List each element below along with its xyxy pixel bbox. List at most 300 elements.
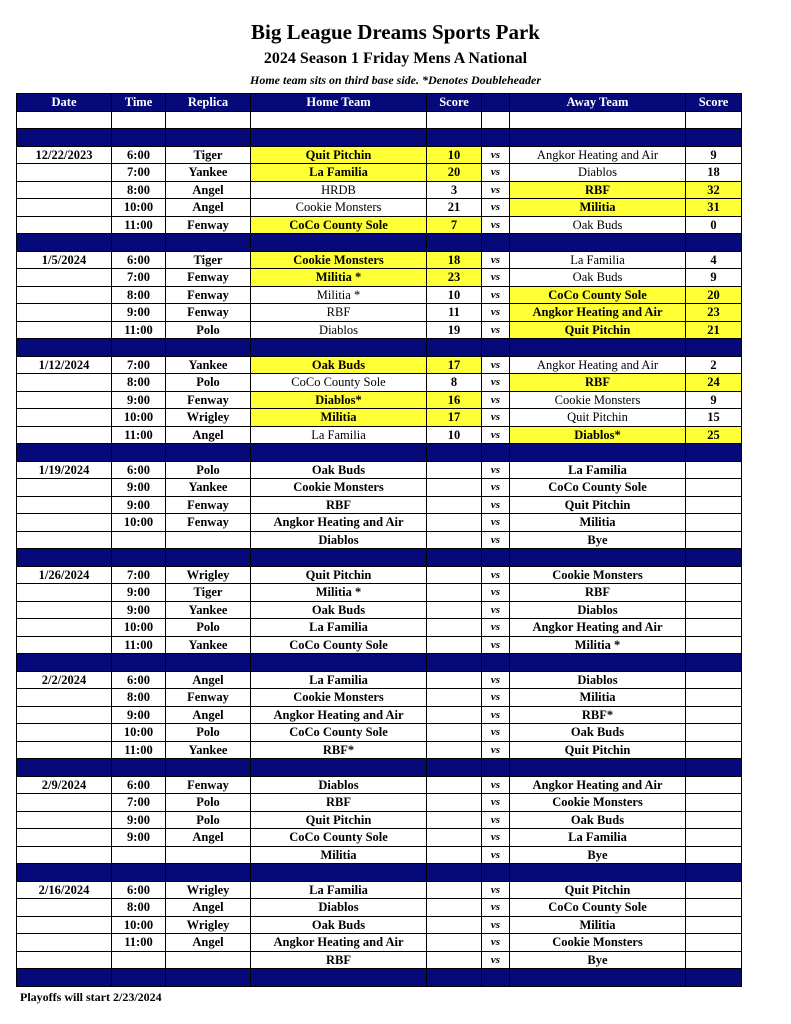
time-cell: 9:00 bbox=[112, 584, 166, 602]
date-cell bbox=[17, 619, 112, 637]
home-team-cell: RBF bbox=[251, 951, 427, 969]
time-cell: 9:00 bbox=[112, 706, 166, 724]
game-row bbox=[17, 899, 742, 917]
playoffs-footer: Playoffs will start 2/23/2024 bbox=[20, 990, 162, 1004]
date-cell bbox=[17, 321, 112, 339]
replica-cell: Fenway bbox=[166, 304, 251, 322]
away-score-cell: 32 bbox=[686, 181, 742, 199]
home-team-cell: Cookie Monsters bbox=[251, 689, 427, 707]
game-row bbox=[17, 584, 742, 602]
date-cell bbox=[17, 846, 112, 864]
away-team-cell: Bye bbox=[510, 531, 686, 549]
vs-cell: vs bbox=[482, 741, 510, 759]
page-subtitle: 2024 Season 1 Friday Mens A National bbox=[263, 50, 528, 67]
blank-cell bbox=[251, 111, 427, 129]
home-score-cell bbox=[427, 706, 482, 724]
away-score-cell bbox=[686, 741, 742, 759]
separator-cell bbox=[166, 444, 251, 462]
away-score-cell bbox=[686, 846, 742, 864]
blank-cell bbox=[427, 111, 482, 129]
separator-cell bbox=[686, 549, 742, 567]
separator-cell bbox=[510, 339, 686, 357]
home-team-cell: Angkor Heating and Air bbox=[251, 934, 427, 952]
away-score-cell bbox=[686, 601, 742, 619]
date-cell bbox=[17, 426, 112, 444]
away-team-cell: Diablos bbox=[510, 164, 686, 182]
separator-cell bbox=[427, 759, 482, 777]
home-team-cell: RBF bbox=[251, 304, 427, 322]
separator-cell bbox=[112, 444, 166, 462]
separator-cell bbox=[112, 864, 166, 882]
away-team-cell: Cookie Monsters bbox=[510, 794, 686, 812]
home-score-cell: 10 bbox=[427, 286, 482, 304]
blank-cell bbox=[482, 111, 510, 129]
away-team-cell: Oak Buds bbox=[510, 724, 686, 742]
page-title: Big League Dreams Sports Park bbox=[251, 20, 540, 44]
blank-cell bbox=[166, 111, 251, 129]
separator-cell bbox=[112, 759, 166, 777]
game-row bbox=[17, 794, 742, 812]
time-cell: 10:00 bbox=[112, 409, 166, 427]
vs-cell: vs bbox=[482, 216, 510, 234]
replica-cell: Fenway bbox=[166, 776, 251, 794]
home-team-cell: RBF bbox=[251, 496, 427, 514]
separator-cell bbox=[251, 969, 427, 987]
away-score-cell bbox=[686, 514, 742, 532]
home-team-cell: La Familia bbox=[251, 671, 427, 689]
vs-cell: vs bbox=[482, 426, 510, 444]
game-row bbox=[17, 164, 742, 182]
home-team-cell: Diablos* bbox=[251, 391, 427, 409]
away-team-cell: Angkor Heating and Air bbox=[510, 304, 686, 322]
away-team-cell: RBF* bbox=[510, 706, 686, 724]
separator-cell bbox=[112, 339, 166, 357]
home-score-cell: 19 bbox=[427, 321, 482, 339]
week-separator bbox=[17, 549, 742, 567]
game-row bbox=[17, 391, 742, 409]
away-team-cell: Militia bbox=[510, 916, 686, 934]
time-cell bbox=[112, 531, 166, 549]
home-team-cell: Quit Pitchin bbox=[251, 811, 427, 829]
separator-cell bbox=[251, 234, 427, 252]
col-header-date: Date bbox=[17, 94, 112, 112]
away-team-cell: Militia bbox=[510, 689, 686, 707]
blank-cell bbox=[17, 111, 112, 129]
separator-cell bbox=[112, 549, 166, 567]
away-team-cell: Bye bbox=[510, 951, 686, 969]
time-cell: 7:00 bbox=[112, 566, 166, 584]
vs-cell: vs bbox=[482, 146, 510, 164]
time-cell: 9:00 bbox=[112, 496, 166, 514]
home-team-cell: Militia * bbox=[251, 584, 427, 602]
replica-cell: Angel bbox=[166, 671, 251, 689]
home-team-cell: Angkor Heating and Air bbox=[251, 706, 427, 724]
date-cell bbox=[17, 391, 112, 409]
time-cell: 11:00 bbox=[112, 741, 166, 759]
separator-cell bbox=[686, 129, 742, 147]
home-score-cell bbox=[427, 671, 482, 689]
home-team-cell: Cookie Monsters bbox=[251, 479, 427, 497]
replica-cell: Tiger bbox=[166, 251, 251, 269]
vs-cell: vs bbox=[482, 829, 510, 847]
away-score-cell: 25 bbox=[686, 426, 742, 444]
separator-cell bbox=[482, 444, 510, 462]
week-separator bbox=[17, 654, 742, 672]
replica-cell: Yankee bbox=[166, 741, 251, 759]
game-row bbox=[17, 251, 742, 269]
separator-cell bbox=[166, 234, 251, 252]
col-header-home-score: Score bbox=[427, 94, 482, 112]
home-score-cell: 18 bbox=[427, 251, 482, 269]
vs-cell: vs bbox=[482, 304, 510, 322]
away-team-cell: Angkor Heating and Air bbox=[510, 146, 686, 164]
home-score-cell bbox=[427, 811, 482, 829]
separator-cell bbox=[17, 654, 112, 672]
time-cell: 10:00 bbox=[112, 916, 166, 934]
home-team-cell: Oak Buds bbox=[251, 601, 427, 619]
date-cell bbox=[17, 741, 112, 759]
time-cell: 6:00 bbox=[112, 461, 166, 479]
home-score-cell bbox=[427, 566, 482, 584]
game-row bbox=[17, 829, 742, 847]
col-header-vs bbox=[482, 94, 510, 112]
home-team-cell: La Familia bbox=[251, 164, 427, 182]
game-row bbox=[17, 409, 742, 427]
date-cell bbox=[17, 216, 112, 234]
separator-cell bbox=[686, 339, 742, 357]
time-cell: 8:00 bbox=[112, 374, 166, 392]
separator-cell bbox=[251, 654, 427, 672]
separator-cell bbox=[427, 549, 482, 567]
time-cell: 11:00 bbox=[112, 216, 166, 234]
vs-cell: vs bbox=[482, 391, 510, 409]
away-score-cell: 0 bbox=[686, 216, 742, 234]
away-team-cell: Quit Pitchin bbox=[510, 321, 686, 339]
away-score-cell bbox=[686, 794, 742, 812]
blank-row bbox=[17, 111, 742, 129]
home-team-cell: Oak Buds bbox=[251, 356, 427, 374]
game-row bbox=[17, 724, 742, 742]
replica-cell: Angel bbox=[166, 426, 251, 444]
time-cell: 8:00 bbox=[112, 181, 166, 199]
separator-cell bbox=[427, 444, 482, 462]
separator-cell bbox=[17, 234, 112, 252]
separator-cell bbox=[510, 864, 686, 882]
home-score-cell bbox=[427, 881, 482, 899]
week-separator bbox=[17, 969, 742, 987]
game-row bbox=[17, 671, 742, 689]
replica-cell bbox=[166, 846, 251, 864]
replica-cell: Fenway bbox=[166, 514, 251, 532]
date-cell bbox=[17, 496, 112, 514]
vs-cell: vs bbox=[482, 321, 510, 339]
date-cell bbox=[17, 199, 112, 217]
away-score-cell: 23 bbox=[686, 304, 742, 322]
game-row bbox=[17, 951, 742, 969]
away-score-cell bbox=[686, 776, 742, 794]
home-score-cell: 17 bbox=[427, 356, 482, 374]
separator-cell bbox=[482, 339, 510, 357]
home-team-cell: HRDB bbox=[251, 181, 427, 199]
vs-cell: vs bbox=[482, 356, 510, 374]
vs-cell: vs bbox=[482, 286, 510, 304]
date-cell bbox=[17, 181, 112, 199]
home-team-cell: Diablos bbox=[251, 531, 427, 549]
away-team-cell: Quit Pitchin bbox=[510, 741, 686, 759]
time-cell: 9:00 bbox=[112, 829, 166, 847]
away-team-cell: Militia * bbox=[510, 636, 686, 654]
time-cell: 7:00 bbox=[112, 794, 166, 812]
schedule-body bbox=[17, 111, 742, 986]
separator-cell bbox=[482, 549, 510, 567]
away-score-cell bbox=[686, 671, 742, 689]
game-row bbox=[17, 706, 742, 724]
game-row bbox=[17, 269, 742, 287]
vs-cell: vs bbox=[482, 934, 510, 952]
game-row bbox=[17, 514, 742, 532]
separator-cell bbox=[166, 339, 251, 357]
home-score-cell: 8 bbox=[427, 374, 482, 392]
away-score-cell bbox=[686, 899, 742, 917]
away-score-cell bbox=[686, 811, 742, 829]
date-cell: 2/9/2024 bbox=[17, 776, 112, 794]
away-team-cell: CoCo County Sole bbox=[510, 899, 686, 917]
home-score-cell: 16 bbox=[427, 391, 482, 409]
separator-cell bbox=[427, 234, 482, 252]
game-row bbox=[17, 304, 742, 322]
time-cell: 10:00 bbox=[112, 199, 166, 217]
date-cell: 1/12/2024 bbox=[17, 356, 112, 374]
away-score-cell bbox=[686, 619, 742, 637]
away-team-cell: RBF bbox=[510, 181, 686, 199]
away-team-cell: CoCo County Sole bbox=[510, 286, 686, 304]
home-score-cell: 10 bbox=[427, 426, 482, 444]
away-team-cell: Angkor Heating and Air bbox=[510, 356, 686, 374]
separator-cell bbox=[166, 654, 251, 672]
separator-cell bbox=[17, 549, 112, 567]
away-score-cell: 24 bbox=[686, 374, 742, 392]
separator-cell bbox=[251, 864, 427, 882]
away-team-cell: Cookie Monsters bbox=[510, 934, 686, 952]
away-team-cell: Bye bbox=[510, 846, 686, 864]
away-team-cell: La Familia bbox=[510, 251, 686, 269]
time-cell: 7:00 bbox=[112, 164, 166, 182]
home-score-cell bbox=[427, 636, 482, 654]
away-score-cell: 15 bbox=[686, 409, 742, 427]
game-row bbox=[17, 461, 742, 479]
date-cell bbox=[17, 934, 112, 952]
home-team-cell: Militia * bbox=[251, 286, 427, 304]
week-separator bbox=[17, 759, 742, 777]
time-cell: 8:00 bbox=[112, 899, 166, 917]
separator-cell bbox=[17, 969, 112, 987]
home-team-cell: Militia bbox=[251, 846, 427, 864]
home-score-cell: 17 bbox=[427, 409, 482, 427]
vs-cell: vs bbox=[482, 514, 510, 532]
game-row bbox=[17, 181, 742, 199]
away-score-cell: 9 bbox=[686, 269, 742, 287]
time-cell: 10:00 bbox=[112, 514, 166, 532]
time-cell: 8:00 bbox=[112, 286, 166, 304]
away-score-cell bbox=[686, 951, 742, 969]
home-score-cell bbox=[427, 461, 482, 479]
separator-cell bbox=[166, 969, 251, 987]
separator-cell bbox=[510, 759, 686, 777]
home-score-cell bbox=[427, 741, 482, 759]
separator-cell bbox=[482, 864, 510, 882]
home-team-cell: RBF bbox=[251, 794, 427, 812]
home-score-cell: 7 bbox=[427, 216, 482, 234]
separator-cell bbox=[166, 129, 251, 147]
home-team-cell: Quit Pitchin bbox=[251, 146, 427, 164]
vs-cell: vs bbox=[482, 164, 510, 182]
date-cell bbox=[17, 374, 112, 392]
game-row bbox=[17, 426, 742, 444]
home-team-cell: Quit Pitchin bbox=[251, 566, 427, 584]
time-cell: 11:00 bbox=[112, 426, 166, 444]
separator-cell bbox=[482, 969, 510, 987]
game-row bbox=[17, 286, 742, 304]
game-row bbox=[17, 496, 742, 514]
away-score-cell bbox=[686, 706, 742, 724]
separator-cell bbox=[112, 234, 166, 252]
home-score-cell bbox=[427, 899, 482, 917]
replica-cell: Angel bbox=[166, 181, 251, 199]
date-cell bbox=[17, 636, 112, 654]
home-team-cell: RBF* bbox=[251, 741, 427, 759]
separator-cell bbox=[166, 864, 251, 882]
vs-cell: vs bbox=[482, 199, 510, 217]
away-score-cell: 31 bbox=[686, 199, 742, 217]
away-team-cell: Angkor Heating and Air bbox=[510, 619, 686, 637]
replica-cell: Yankee bbox=[166, 479, 251, 497]
vs-cell: vs bbox=[482, 811, 510, 829]
separator-cell bbox=[251, 444, 427, 462]
vs-cell: vs bbox=[482, 181, 510, 199]
home-team-cell: CoCo County Sole bbox=[251, 829, 427, 847]
replica-cell: Yankee bbox=[166, 356, 251, 374]
replica-cell: Angel bbox=[166, 706, 251, 724]
separator-cell bbox=[427, 129, 482, 147]
time-cell: 9:00 bbox=[112, 391, 166, 409]
blank-cell bbox=[510, 111, 686, 129]
time-cell: 9:00 bbox=[112, 479, 166, 497]
vs-cell: vs bbox=[482, 409, 510, 427]
separator-cell bbox=[427, 654, 482, 672]
game-row bbox=[17, 934, 742, 952]
replica-cell: Fenway bbox=[166, 216, 251, 234]
home-team-cell: CoCo County Sole bbox=[251, 636, 427, 654]
vs-cell: vs bbox=[482, 881, 510, 899]
away-team-cell: La Familia bbox=[510, 461, 686, 479]
separator-cell bbox=[17, 864, 112, 882]
away-team-cell: RBF bbox=[510, 584, 686, 602]
replica-cell: Wrigley bbox=[166, 409, 251, 427]
away-team-cell: Angkor Heating and Air bbox=[510, 776, 686, 794]
away-score-cell bbox=[686, 584, 742, 602]
away-score-cell bbox=[686, 934, 742, 952]
home-score-cell bbox=[427, 794, 482, 812]
replica-cell: Tiger bbox=[166, 146, 251, 164]
separator-cell bbox=[482, 234, 510, 252]
vs-cell: vs bbox=[482, 776, 510, 794]
game-row bbox=[17, 566, 742, 584]
separator-cell bbox=[166, 759, 251, 777]
time-cell: 6:00 bbox=[112, 251, 166, 269]
time-cell: 6:00 bbox=[112, 671, 166, 689]
vs-cell: vs bbox=[482, 916, 510, 934]
replica-cell: Yankee bbox=[166, 601, 251, 619]
away-team-cell: Diablos bbox=[510, 601, 686, 619]
home-score-cell bbox=[427, 479, 482, 497]
time-cell: 9:00 bbox=[112, 304, 166, 322]
separator-cell bbox=[510, 129, 686, 147]
replica-cell: Fenway bbox=[166, 286, 251, 304]
home-team-cell: La Familia bbox=[251, 619, 427, 637]
away-score-cell bbox=[686, 479, 742, 497]
game-row bbox=[17, 479, 742, 497]
home-team-cell: Diablos bbox=[251, 321, 427, 339]
vs-cell: vs bbox=[482, 479, 510, 497]
replica-cell: Fenway bbox=[166, 496, 251, 514]
away-score-cell: 4 bbox=[686, 251, 742, 269]
game-row bbox=[17, 216, 742, 234]
time-cell: 10:00 bbox=[112, 619, 166, 637]
away-team-cell: Oak Buds bbox=[510, 811, 686, 829]
separator-cell bbox=[686, 444, 742, 462]
separator-cell bbox=[17, 444, 112, 462]
time-cell: 10:00 bbox=[112, 724, 166, 742]
home-score-cell bbox=[427, 951, 482, 969]
home-score-cell: 23 bbox=[427, 269, 482, 287]
home-team-cell: Cookie Monsters bbox=[251, 251, 427, 269]
col-header-replica: Replica bbox=[166, 94, 251, 112]
vs-cell: vs bbox=[482, 269, 510, 287]
away-team-cell: Quit Pitchin bbox=[510, 409, 686, 427]
separator-cell bbox=[166, 549, 251, 567]
date-cell bbox=[17, 794, 112, 812]
home-score-cell bbox=[427, 514, 482, 532]
vs-cell: vs bbox=[482, 531, 510, 549]
date-cell bbox=[17, 601, 112, 619]
game-row bbox=[17, 881, 742, 899]
time-cell: 6:00 bbox=[112, 881, 166, 899]
separator-cell bbox=[686, 759, 742, 777]
game-row bbox=[17, 846, 742, 864]
replica-cell: Polo bbox=[166, 794, 251, 812]
date-cell bbox=[17, 899, 112, 917]
separator-cell bbox=[482, 129, 510, 147]
separator-cell bbox=[112, 129, 166, 147]
separator-cell bbox=[112, 969, 166, 987]
separator-cell bbox=[510, 969, 686, 987]
week-separator bbox=[17, 444, 742, 462]
date-cell: 1/5/2024 bbox=[17, 251, 112, 269]
date-cell bbox=[17, 409, 112, 427]
vs-cell: vs bbox=[482, 496, 510, 514]
away-team-cell: Militia bbox=[510, 199, 686, 217]
away-score-cell bbox=[686, 881, 742, 899]
replica-cell: Wrigley bbox=[166, 881, 251, 899]
vs-cell: vs bbox=[482, 706, 510, 724]
date-cell: 2/2/2024 bbox=[17, 671, 112, 689]
away-team-cell: CoCo County Sole bbox=[510, 479, 686, 497]
game-row bbox=[17, 636, 742, 654]
replica-cell bbox=[166, 531, 251, 549]
date-cell: 12/22/2023 bbox=[17, 146, 112, 164]
replica-cell: Wrigley bbox=[166, 566, 251, 584]
home-score-cell bbox=[427, 916, 482, 934]
